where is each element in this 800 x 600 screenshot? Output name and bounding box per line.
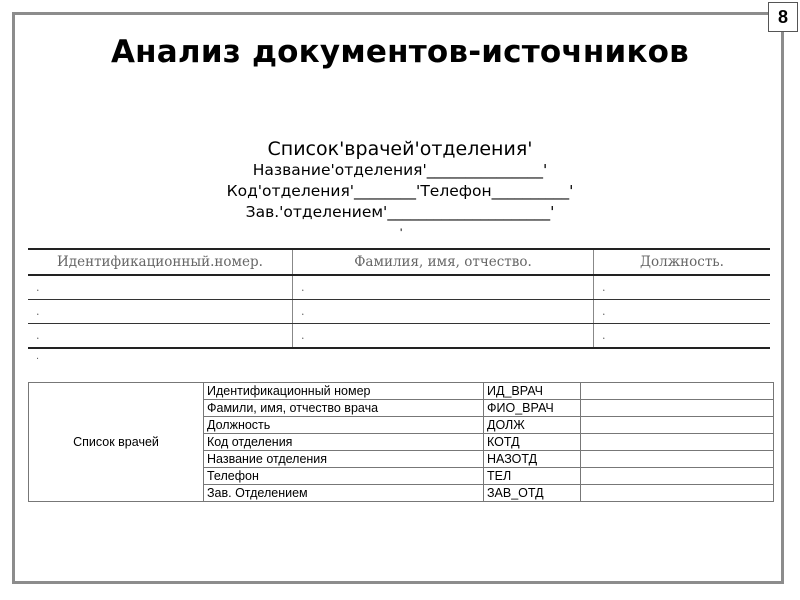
table-cell: . bbox=[293, 300, 594, 324]
attribute-name: Фамили, имя, отчество врача bbox=[204, 400, 484, 417]
form-line-head: Зав.'отделением'_____________________' bbox=[245, 203, 555, 221]
form-title: Список'врачей'отделения' bbox=[267, 138, 533, 160]
table-row bbox=[28, 324, 770, 349]
attribute-name: Название отделения bbox=[204, 451, 484, 468]
attribute-code: ФИО_ВРАЧ bbox=[484, 400, 581, 417]
attribute-name: Телефон bbox=[204, 468, 484, 485]
table-cell: . bbox=[28, 324, 293, 349]
table-cell: . bbox=[293, 275, 594, 300]
form-line-department-code: Код'отделения'________'Телефон__________' bbox=[226, 182, 574, 200]
attribute-table bbox=[28, 382, 774, 502]
form-line-department-name: Название'отделения'_______________' bbox=[252, 161, 548, 179]
attribute-name: Код отделения bbox=[204, 434, 484, 451]
empty-cell bbox=[581, 451, 774, 468]
attribute-code: ДОЛЖ bbox=[484, 417, 581, 434]
table-cell: . bbox=[594, 300, 771, 324]
attribute-name: Должность bbox=[204, 417, 484, 434]
table-header-row bbox=[28, 249, 770, 275]
table-cell: . bbox=[594, 275, 771, 300]
attribute-name: Идентификационный номер bbox=[204, 383, 484, 400]
table-cell: . bbox=[28, 275, 293, 300]
empty-cell bbox=[581, 400, 774, 417]
attribute-code: НАЗОТД bbox=[484, 451, 581, 468]
entity-name: Список врачей bbox=[29, 383, 204, 502]
slide-number: 8 bbox=[768, 2, 798, 32]
empty-cell bbox=[581, 417, 774, 434]
column-header-position: Должность. bbox=[594, 249, 771, 275]
column-header-id: Идентификационный.номер. bbox=[28, 249, 293, 275]
table-trailing-mark: . bbox=[36, 350, 40, 362]
attribute-code: ЗАВ_ОТД bbox=[484, 485, 581, 502]
empty-cell bbox=[581, 434, 774, 451]
table-cell: . bbox=[594, 324, 771, 349]
empty-cell bbox=[581, 468, 774, 485]
table-cell: . bbox=[28, 300, 293, 324]
table-row bbox=[29, 383, 774, 400]
attribute-code: ТЕЛ bbox=[484, 468, 581, 485]
form-header bbox=[0, 138, 800, 223]
source-document-table bbox=[28, 248, 770, 349]
table-row bbox=[28, 275, 770, 300]
empty-cell bbox=[581, 485, 774, 502]
form-tick: ' bbox=[400, 226, 403, 240]
empty-cell bbox=[581, 383, 774, 400]
column-header-name: Фамилия, имя, отчество. bbox=[293, 249, 594, 275]
table-cell: . bbox=[293, 324, 594, 349]
attribute-code: ИД_ВРАЧ bbox=[484, 383, 581, 400]
attribute-name: Зав. Отделением bbox=[204, 485, 484, 502]
attribute-code: КОТД bbox=[484, 434, 581, 451]
table-row bbox=[28, 300, 770, 324]
page-title: Анализ документов-источников bbox=[110, 34, 689, 70]
